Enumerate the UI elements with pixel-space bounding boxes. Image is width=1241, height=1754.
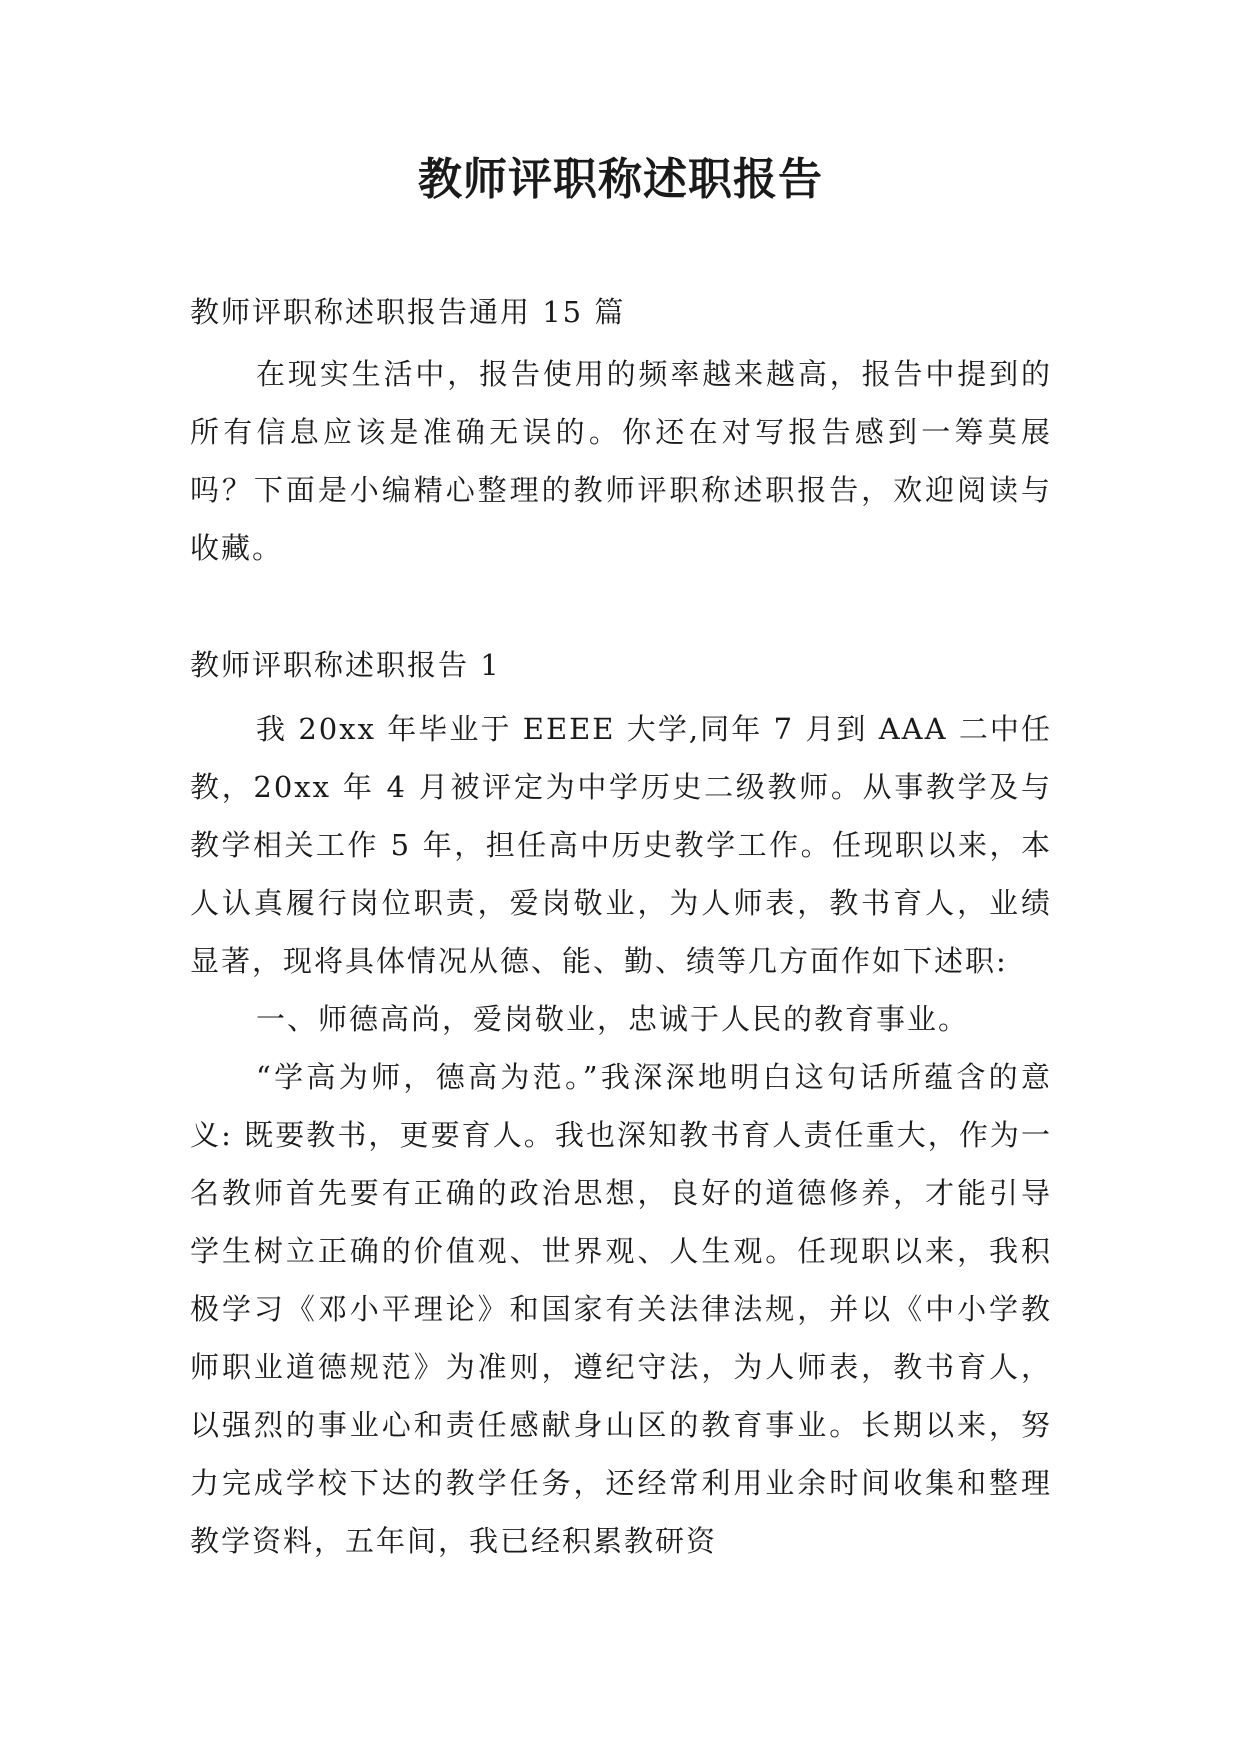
document-title: 教师评职称述职报告 — [418, 154, 823, 205]
section-heading: 教师评职称述职报告 1 — [190, 648, 501, 682]
document-subtitle: 教师评职称述职报告通用 15 篇 — [190, 295, 626, 329]
body-paragraph-heading: 一、师德高尚，爱岗敬业，忠诚于人民的教育事业。 — [256, 1002, 970, 1036]
body-paragraph: 我 20xx 年毕业于 EEEE 大学,同年 7 月到 AAA 二中任教，20xx 年 4 月被评定为中学历史二级教师。从事教学及与教学相关工作 5 年，担任高中历史教学工作。任现职以来，本人认真履行岗位职责，爱岗敬业，为人师表，教书育人，业绩显著，现将具体情况从德、能、勤、绩等几方面作如下述职: — [190, 712, 1052, 978]
intro-paragraph: 在现实生活中，报告使用的频率越来越高，报告中提到的所有信息应该是准确无误的。你还在对写报告感到一筹莫展吗？下面是小编精心整理的教师评职称述职报告，欢迎阅读与收藏。 — [190, 357, 1052, 565]
body-paragraph: “学高为师，德高为范。”我深深地明白这句话所蕴含的意义: 既要教书，更要育人。我也深知教书育人责任重大，作为一名教师首先要有正确的政治思想，良好的道德修养，才能引导学生树立正确的价值观、世界观、人生观。任现职以来，我积极学习《邓小平理论》和国家有关法律法规，并以《中小学教师职业道德规范》为准则，遵纪守法，为人师表，教书育人，以强烈的事业心和责任感献身山区的教育事业。长期以来，努力完成学校下达的教学任务，还经常利用业余时间收集和整理教学资料，五年间，我已经积累教研资 — [190, 1060, 1052, 1558]
